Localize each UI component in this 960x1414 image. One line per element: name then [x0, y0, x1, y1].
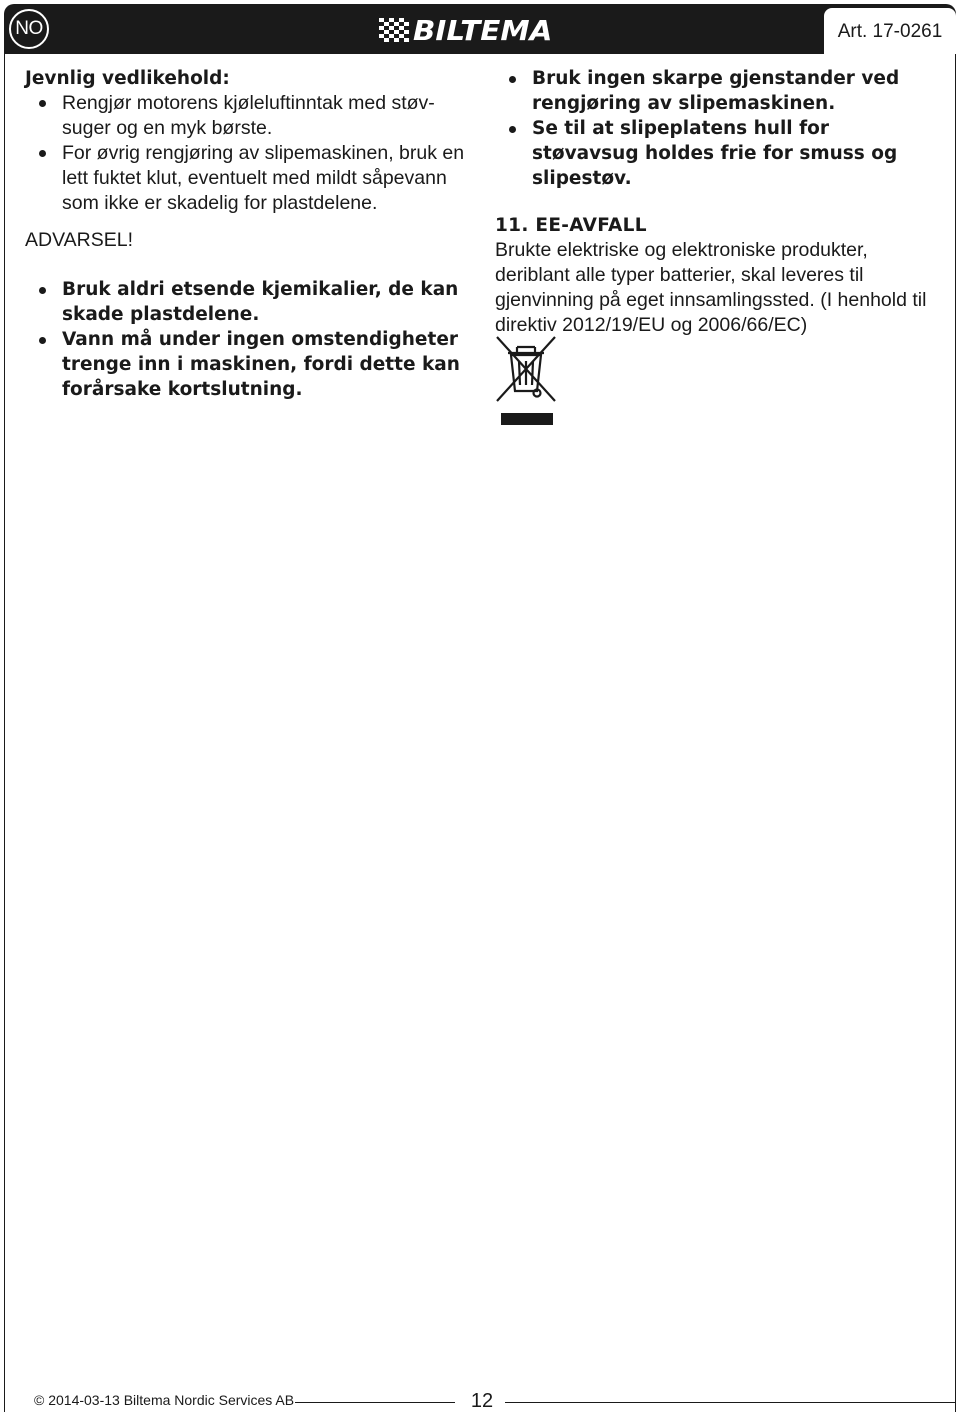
- language-badge: NO: [9, 9, 49, 49]
- brand-logo: [379, 13, 553, 47]
- page-header: [4, 4, 956, 54]
- page-number: 12: [470, 1390, 494, 1412]
- article-number: Art. 17-0261: [824, 8, 956, 54]
- list-item: Bruk ingen skarpe gjenstander ved rengjøring av slipemaskinen.: [495, 66, 935, 116]
- list-item: Se til at slipeplatens hull for støvavsug holdes frie for smuss og slipestøv.: [495, 116, 935, 191]
- checkered-flag-icon: [379, 18, 409, 42]
- warning-list: [25, 277, 470, 402]
- cleaning-list: [495, 66, 935, 191]
- list-item: Bruk aldri etsende kjemikalier, de kan skade plastdelene.: [25, 277, 470, 327]
- right-column: [495, 66, 935, 338]
- section-body: Brukte elektriske og elektroniske produkter, deriblant alle typer batterier, skal leveres til gjenvinning på eget innsamlingssted. (I henhold til direktiv 2012/19/EU og 2006/66/EC): [495, 239, 927, 336]
- footer-divider-left: [295, 1402, 455, 1403]
- left-column: [25, 66, 470, 402]
- list-item: Vann må under ingen omstendigheter trenge inn i maskinen, fordi dette kan forårsake kortslutning.: [25, 327, 470, 402]
- page-frame-right: [955, 54, 956, 1412]
- crossed-out-wheelie-bin-icon: [495, 333, 557, 429]
- section-title: 11. EE-AVFALL: [495, 215, 647, 236]
- list-item: For øvrig rengjøring av slipemaskinen, bruk en lett fuktet klut, eventuelt med mildt såpevann som ikke er skadelig for plastdelene.: [25, 141, 470, 216]
- page-frame-left: [4, 54, 5, 1412]
- copyright-text: © 2014-03-13 Biltema Nordic Services AB: [34, 1392, 295, 1408]
- maintenance-list: [25, 91, 470, 216]
- footer-divider-right: [505, 1402, 956, 1403]
- list-item: Rengjør motorens kjøleluftinntak med støvsuger og en myk børste.: [25, 91, 470, 141]
- warning-title: ADVARSEL!: [25, 229, 134, 251]
- maintenance-title: Jevnlig vedlikehold:: [25, 68, 230, 89]
- brand-name: BILTEMA: [413, 13, 553, 47]
- page-footer: [0, 1390, 960, 1414]
